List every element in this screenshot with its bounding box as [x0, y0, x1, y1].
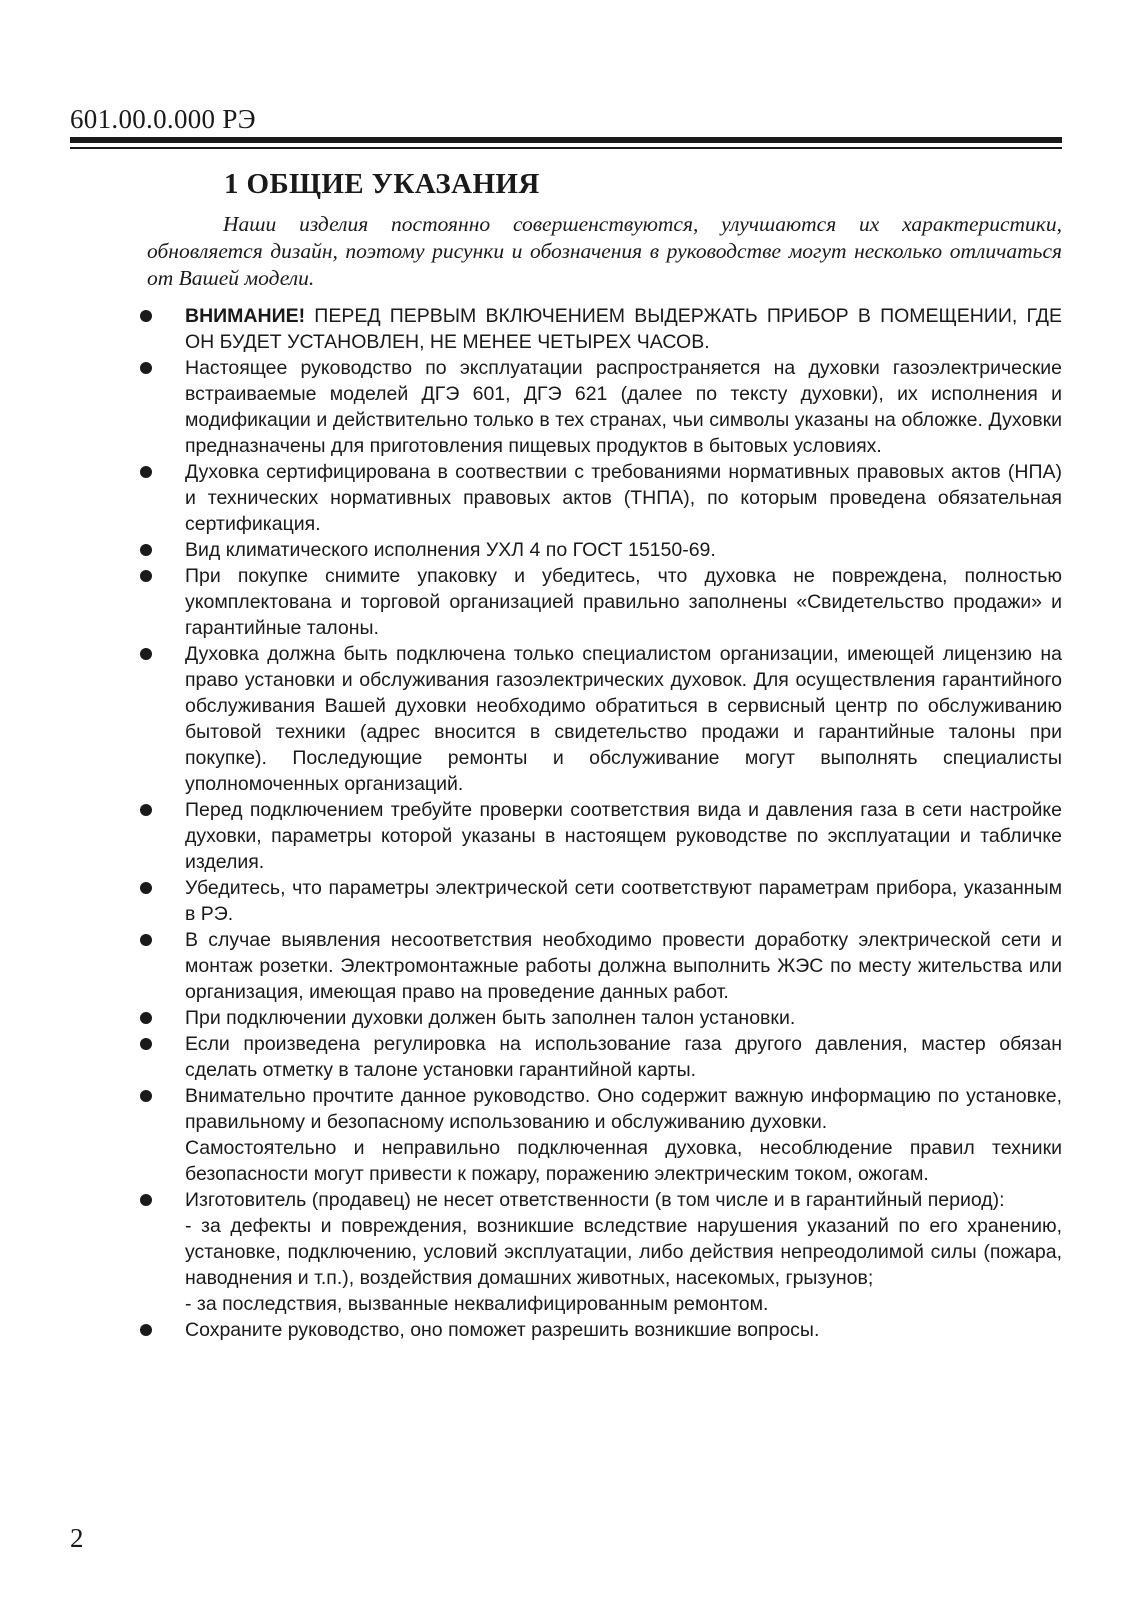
instructions-list: [140, 303, 1062, 1343]
bullet-icon: [140, 310, 152, 322]
list-item-text: Духовка должна быть подключена только специалистом организации, имеющей лицензию на право установки и обслуживания газоэлектрических духовок. Для осуществления гарантийного обслуживания Вашей духовки необходимо обратиться в сервисный центр по обслуживанию бытовой техники (адрес вносится в свидетельство продажи и гарантийные талоны при покупке). Последующие ремонты и обслуживание могут выполнять специалисты уполномоченных организаций.: [185, 643, 1062, 795]
list-item-text: Сохраните руководство, оно поможет разрешить возникшие вопросы.: [185, 1319, 820, 1341]
bullet-icon: [140, 1038, 152, 1050]
list-item-text: Изготовитель (продавец) не несет ответственности (в том числе и в гарантийный период):: [185, 1189, 1005, 1211]
bullet-icon: [140, 1324, 152, 1336]
bullet-icon: [140, 466, 152, 478]
list-item: [140, 1187, 1062, 1317]
header-rule-thick: [70, 137, 1062, 143]
list-item-text: Внимательно прочтите данное руководство. Оно содержит важную информацию по установке, правильному и безопасному использованию и обслуживанию духовки.: [185, 1085, 1062, 1133]
list-item-text: В случае выявления несоответствия необходимо провести доработку электрической сети и монтаж розетки. Электромонтажные работы должна выполнить ЖЭС по месту жительства или организация, имеющая право на проведение данных работ.: [185, 929, 1062, 1003]
list-item: [140, 1317, 1062, 1343]
bullet-icon: [140, 882, 152, 894]
list-item: [140, 537, 1062, 563]
list-item: [140, 1083, 1062, 1187]
list-item: [140, 641, 1062, 797]
list-item: [140, 927, 1062, 1005]
header-rule-thin: [70, 147, 1062, 149]
warning-text: ПЕРЕД ПЕРВЫМ ВКЛЮЧЕНИЕМ ВЫДЕРЖАТЬ ПРИБОР В ПОМЕЩЕНИИ, ГДЕ ОН БУДЕТ УСТАНОВЛЕН, НЕ МЕНЕЕ ЧЕТЫРЕХ ЧАСОВ.: [185, 305, 1062, 353]
list-item-text: При покупке снимите упаковку и убедитесь, что духовка не повреждена, полностью укомплектована и торговой организацией правильно заполнены «Свидетельство продажи» и гарантийные талоны.: [185, 565, 1062, 639]
bullet-icon: [140, 362, 152, 374]
list-item-text: [185, 303, 1062, 355]
bullet-icon: [140, 1194, 152, 1206]
list-item-continuation: Самостоятельно и неправильно подключенная духовка, несоблюдение правил техники безопасности могут привести к пожару, поражению электрическим током, ожогам.: [185, 1137, 1062, 1185]
list-item-text: Вид климатического исполнения УХЛ 4 по ГОСТ 15150-69.: [185, 539, 716, 561]
list-item-subpoint: - за последствия, вызванные неквалифицированным ремонтом.: [185, 1293, 769, 1315]
list-item: [140, 563, 1062, 641]
bullet-icon: [140, 570, 152, 582]
bullet-icon: [140, 1090, 152, 1102]
bullet-icon: [140, 648, 152, 660]
list-item: [140, 303, 1062, 355]
page-number: 2: [70, 1523, 84, 1553]
list-item: [140, 355, 1062, 459]
list-item-text: Духовка сертифицирована в соотвествии с требованиями нормативных правовых актов (НПА) и технических нормативных правовых актов (ТНПА), по которым проведена обязательная сертификация.: [185, 461, 1062, 535]
bullet-icon: [140, 804, 152, 816]
list-item-text: Перед подключением требуйте проверки соответствия вида и давления газа в сети настройке духовки, параметры которой указаны в настоящем руководстве по эксплуатации и табличке изделия.: [185, 799, 1062, 873]
bullet-icon: [140, 544, 152, 556]
list-item-text: Настоящее руководство по эксплуатации распространяется на духовки газоэлектрические встраиваемые моделей ДГЭ 601, ДГЭ 621 (далее по тексту духовки), их исполнения и модификации и действительно только в тех странах, чьи символы указаны на обложке. Духовки предназначены для приготовления пищевых продуктов в бытовых условиях.: [185, 357, 1062, 457]
intro-paragraph: Наши изделия постоянно совершенствуются, улучшаются их характеристики, обновляется дизайн, поэтому рисунки и обозначения в руководстве могут несколько отличаться от Вашей модели.: [147, 212, 1062, 290]
list-item: [140, 875, 1062, 927]
section-title: 1 ОБЩИЕ УКАЗАНИЯ: [224, 168, 540, 200]
list-item-text: Если произведена регулировка на использование газа другого давления, мастер обязан сделать отметку в талоне установки гарантийной карты.: [185, 1033, 1062, 1081]
list-item-text: При подключении духовки должен быть заполнен талон установки.: [185, 1007, 796, 1029]
list-item-text: Убедитесь, что параметры электрической сети соответствуют параметрам прибора, указанным в РЭ.: [185, 877, 1062, 925]
list-item-subpoint: - за дефекты и повреждения, возникшие вследствие нарушения указаний по его хранению, установке, подключению, условий эксплуатации, либо действия непреодолимой силы (пожара, наводнения и т.п.), воздействия домашних животных, насекомых, грызунов;: [185, 1215, 1062, 1289]
list-item: [140, 1005, 1062, 1031]
bullet-icon: [140, 1012, 152, 1024]
document-code: 601.00.0.000 РЭ: [70, 104, 256, 134]
list-item: [140, 1031, 1062, 1083]
bullet-icon: [140, 934, 152, 946]
list-item: [140, 797, 1062, 875]
warning-label: ВНИМАНИЕ!: [185, 305, 306, 327]
list-item: [140, 459, 1062, 537]
